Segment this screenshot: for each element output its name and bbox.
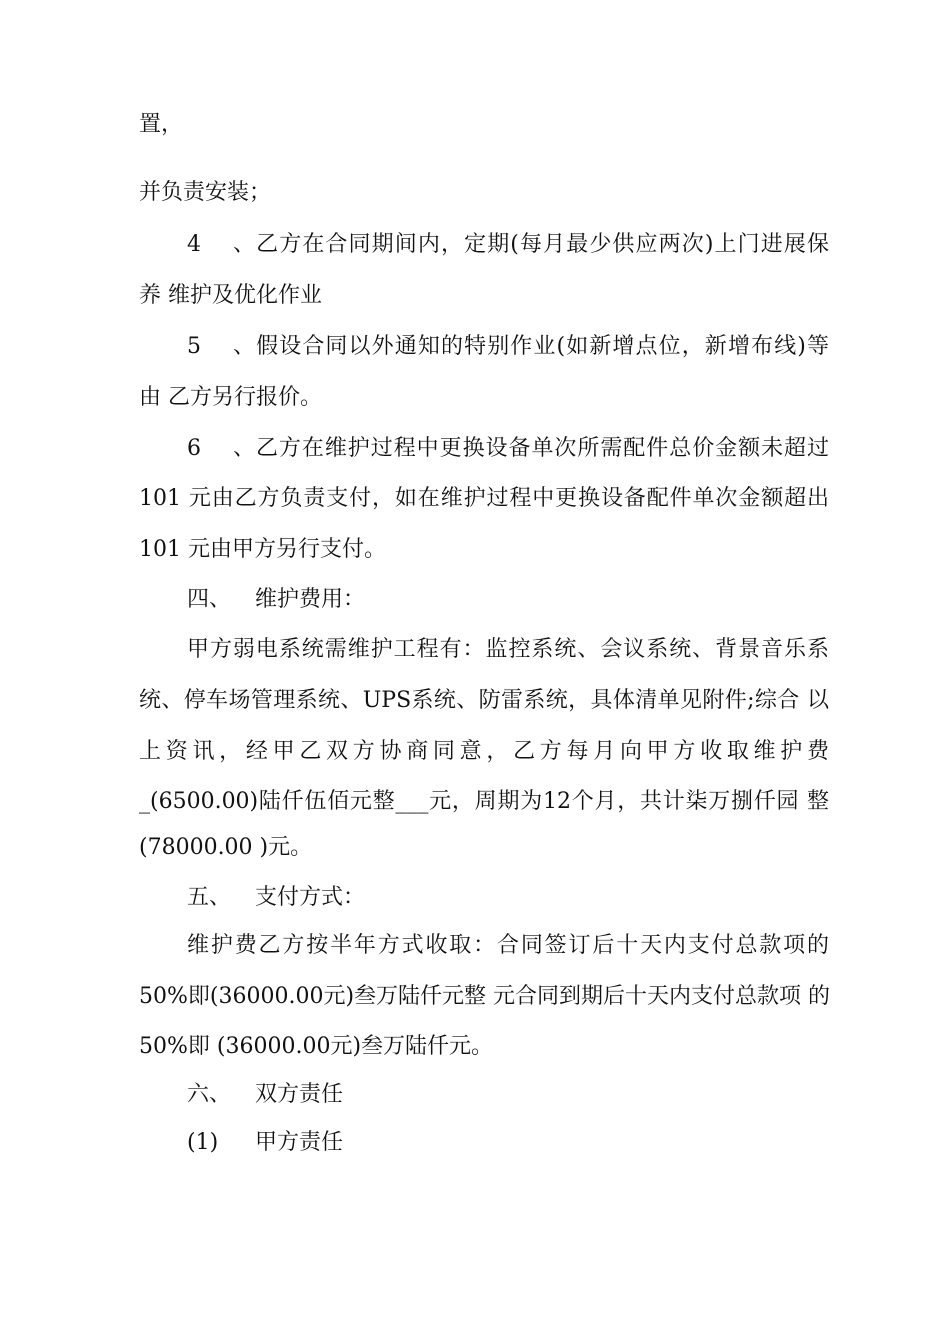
text-line: 由 乙方另行报价。 xyxy=(139,385,322,410)
text-line: (78000.00 )元。 xyxy=(139,835,313,860)
subsection-number: (1) xyxy=(187,1130,219,1155)
text-line: 101 元由乙方负责支付，如在维护过程中更换设备配件单次金额超出 xyxy=(139,486,829,511)
text-line: 101 元由甲方另行支付。 xyxy=(139,537,386,562)
section-number: 六、 xyxy=(187,1082,232,1107)
text-line: 50%即 (36000.00元)叁万陆仟元。 xyxy=(139,1034,494,1059)
section-heading-4 xyxy=(187,585,829,615)
section-title: 支付方式： xyxy=(255,885,366,910)
item-number: 4、 xyxy=(187,232,255,257)
text-line: _(6500.00)陆仟伍佰元整___元，周期为12个月，共计柒万捌仟园 整 xyxy=(139,789,829,814)
item-text: 假设合同以外通知的特别作业(如新增点位，新增布线)等 xyxy=(255,334,829,359)
numbered-item-4 xyxy=(187,230,829,260)
text-line: 统、停车场管理系统、UPS系统、防雷系统，具体清单见附件;综合 以 xyxy=(139,688,829,713)
text-line: 养 维护及优化作业 xyxy=(139,283,322,308)
section-heading-6 xyxy=(187,1080,829,1110)
text-line: 上资讯，经甲乙双方协商同意，乙方每月向甲方收取维护费 xyxy=(139,739,829,764)
paragraph-line: 甲方弱电系统需维护工程有：监控系统、会议系统、背景音乐系 xyxy=(187,637,829,662)
subsection-heading-1 xyxy=(187,1128,829,1158)
text-line: 50%即(36000.00元)叁万陆仟元整 元合同到期后十天内支付总款项 的 xyxy=(139,984,831,1009)
section-number: 四、 xyxy=(187,587,232,612)
numbered-item-5 xyxy=(187,332,829,362)
numbered-item-6 xyxy=(187,434,829,464)
paragraph-line: 维护费乙方按半年方式收取：合同签订后十天内支付总款项的 xyxy=(187,933,829,958)
item-text: 乙方在维护过程中更换设备单次所需配件总价金额未超过 xyxy=(255,436,829,461)
text-line: 置， xyxy=(139,112,184,137)
item-number: 5、 xyxy=(187,334,255,359)
item-number: 6、 xyxy=(187,436,255,461)
subsection-title: 甲方责任 xyxy=(255,1130,344,1155)
item-text: 乙方在合同期间内，定期(每月最少供应两次)上门进展保 xyxy=(255,232,829,257)
section-heading-5 xyxy=(187,883,829,913)
section-title: 维护费用： xyxy=(255,587,366,612)
section-number: 五、 xyxy=(187,885,232,910)
section-title: 双方责任 xyxy=(255,1082,344,1107)
text-line: 并负责安装； xyxy=(139,180,272,205)
